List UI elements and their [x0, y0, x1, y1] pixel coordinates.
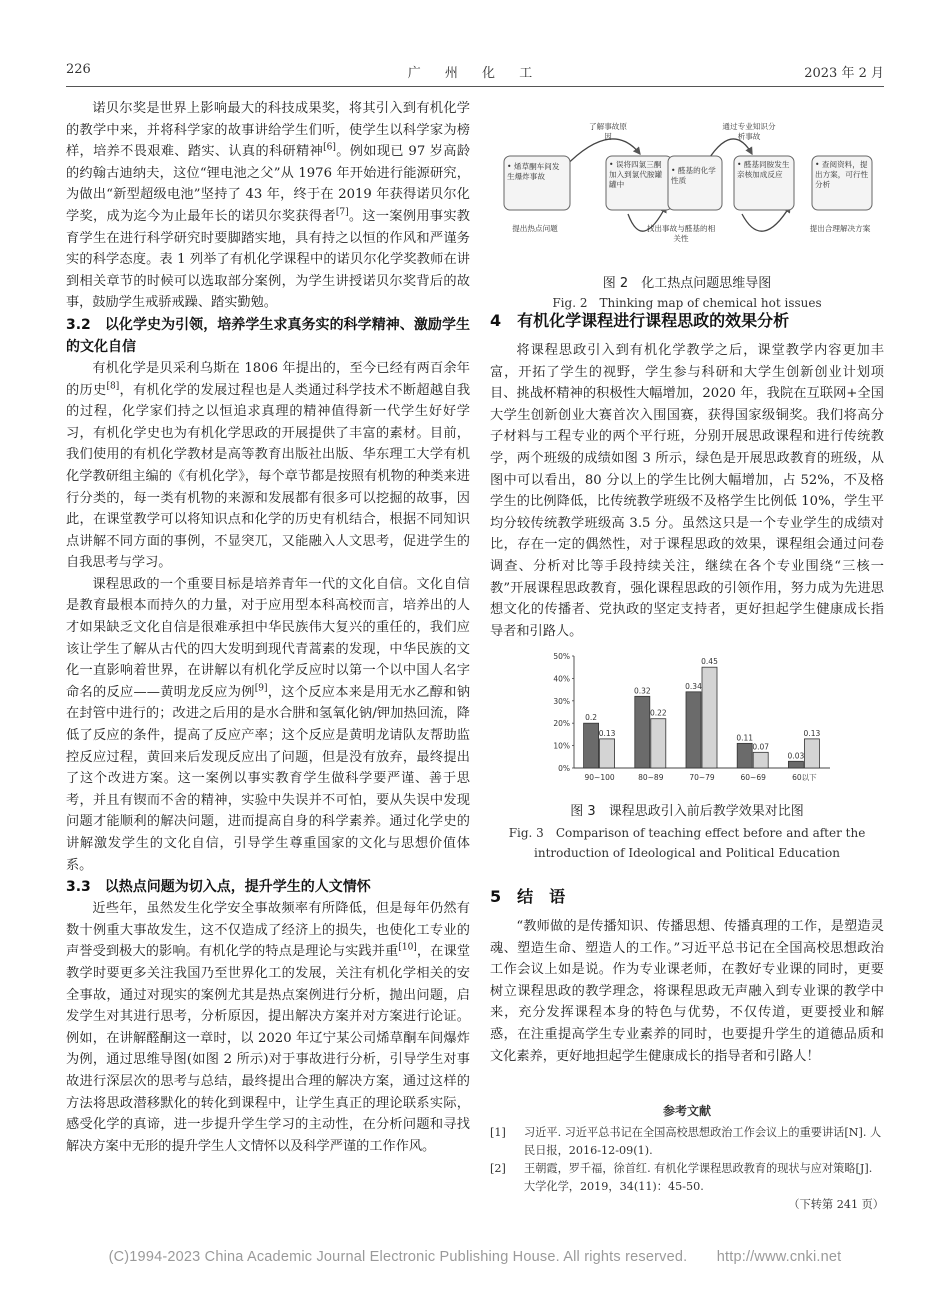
y-tick-label: 40%: [553, 674, 570, 684]
citation: [9]: [254, 683, 268, 694]
paragraph: 有机化学是贝采利乌斯在 1806 年提出的，至今已经有两百余年的历史[8]，有机化学的发展过程也是人类通过科学技术不断超越自我的过程，化学家们持之以恒追求真理的精神值得新一代学生好好学习，有机化学史也为有机化学思政的开展提供了丰富的素材。目前，我们使用的有机化学教材是高等教育出版社出版、华东理工大学有机化学教研组主编的《有机化学》，每个章节都是按照有机物的种类来进行分类的，每一类有机物的来源和发展都有很多可以挖掘的故事，因此，在课堂教学可以将知识点和化学的历史有机结合，根据不同知识点讲解不同方面的事例，不显突兀，又能融入人文思考，促进学生的自我思考与学习。: [66, 360, 471, 571]
section-5: [490, 884, 884, 1067]
figure-3-caption-en-2: introduction of Ideological and Political Education: [534, 846, 840, 860]
x-tick-label: 60~69: [740, 773, 766, 782]
paragraph: 课程思政的一个重要目标是培养青年一代的文化自信。文化自信是教育最根本而持久的力量，对于应用型本科高校而言，培养出的人才如果缺乏文化自信是很难承担中华民族伟大复兴的重任的，我们应该让学生了解从古代的四大发明到现代青蒿素的发现，中华民族的文化一直影响着世界，在讲解以有机化学反应时以第一个以中国人名字命名的反应——黄明龙反应为例[9]，这个反应本来是用无水乙醇和钠在封管中进行的；改进之后用的是水合肼和氢氧化钠/钾加热回流，降低了反应的条件，提高了反应产率；这个反应是黄明龙请队友帮助监控反应过程，黄回来后发现反应出了问题，但是没有放弃，最终提出了这个改进方案。这一案例以事实教育学生做科学要严谨、善于思考，并且有锲而不舍的精神，实验中失误并不可怕，要从失误中发现问题才能顺利的解决问题，进而提高自身的科学素养。通过化学史的讲解激发学生的文化自信，引导学生尊重国家的文化与思想价值体系。: [66, 576, 471, 873]
left-column: [66, 98, 470, 1157]
citation: [7]: [335, 207, 349, 218]
references-title: 参考文献: [662, 1104, 711, 1118]
map-label: 提出热点问题: [512, 224, 558, 233]
journal-title: 广 州 化 工: [407, 66, 543, 81]
data-label: 0.32: [633, 686, 651, 696]
bar-before: [737, 743, 752, 768]
bar-before: [584, 723, 599, 768]
copyright-footer: (C)1994-2023 China Academic Journal Electronic Publishing House. All rights reserved. http://www.cnki.net: [108, 1249, 842, 1265]
y-tick-label: 50%: [553, 652, 570, 661]
data-label: 0.34: [685, 681, 702, 691]
reference-item: [490, 1160, 884, 1196]
paragraph: “教师做的是传播知识、传播思想、传播真理的工作，是塑造灵魂、塑造生命、塑造人的工作。”习近平总书记在全国高校思想政治工作会议上如是说。作为专业课老师，在教好专业课的同时，更要树立课程思政的教学理念，将课程思政无声融入到专业课的教学中来，充分发挥课程本身的特色与优势，不仅传道，更要授业和解惑，在注重提高学生专业素养的同时，也要提升学生的道德品质和文化素养，更好地担起学生健康成长的指导者和引路人！: [490, 919, 884, 1064]
figure-2-caption-cn: 图 2 化工热点问题思维导图: [602, 276, 772, 291]
figure-2-caption: [490, 272, 884, 311]
map-box-text: • 误将四氯三酮加入到氯代胺罐罐中: [609, 160, 663, 189]
citation: [8]: [106, 381, 120, 392]
map-box-text: • 醛基的化学性质: [671, 166, 716, 185]
bar-before: [788, 761, 803, 768]
data-label: 0.45: [701, 657, 718, 667]
map-label: 找出事故与醛基的相关性: [646, 224, 716, 243]
section-heading-3-2: 3.2 以化学史为引领，培养学生求真务实的科学精神、激励学生的文化自信: [66, 316, 470, 355]
header-rule: [66, 86, 884, 87]
data-label: 0.03: [787, 751, 805, 761]
x-tick-label: 90~100: [584, 773, 615, 782]
bar-after: [753, 752, 768, 768]
bar-after: [600, 739, 615, 768]
map-box-text: • 醛基同胺发生亲核加成反应: [737, 160, 790, 179]
bar-after: [651, 719, 666, 768]
page-header: [66, 62, 884, 84]
x-tick-label: 80~89: [638, 773, 664, 782]
figure-3-chart: [540, 648, 840, 793]
citation: [6]: [323, 142, 336, 153]
figure-2-caption-en: Fig. 2 Thinking map of chemical hot issues: [552, 296, 822, 310]
y-tick-label: 20%: [553, 719, 570, 729]
data-label: 0.13: [598, 728, 616, 738]
data-label: 0.11: [736, 733, 754, 743]
map-label: 通过专业知识分析事故: [722, 122, 776, 141]
data-label: 0.22: [649, 708, 667, 718]
citation: [10]: [398, 942, 417, 953]
data-label: 0.2: [585, 713, 598, 723]
data-label: 0.07: [752, 742, 770, 752]
map-label: 提出合理解决方案: [809, 224, 871, 233]
bar-before: [635, 696, 650, 768]
section-heading-4: 4 有机化学课程进行课程思政的效果分析: [490, 311, 790, 330]
reference-number: [1]: [490, 1126, 506, 1139]
section-heading-5: 5 结 语: [490, 887, 566, 906]
section-heading-3-3: 3.3 以热点问题为切入点，提升学生的人文情怀: [66, 879, 371, 896]
map-box-text: • 查阅资料，提出方案，可行性分析: [815, 160, 869, 189]
paragraph: 近些年，虽然发生化学安全事故频率有所降低，但是每年仍然有数十例重大事故发生，这不仅造成了经济上的损失，也使化工专业的声誉受到极大的影响。有机化学的特点是理论与实践并重[10]，在课堂教学时要更多关注我国乃至世界化工的发展，关注有机化学相关的安全事故，通过对现实的案例尤其是热点案例进行分析，抛出问题，启发学生对其进行思考，分析原因，提出解决方案并对方案进行论证。例如，在讲解醛酮这一章时，以 2020 年辽宁某公司烯草酮车间爆炸为例，通过思维导图(如图 2 所示)对于事故进行分析，引导学生对事故进行深层次的思考与总结，最终提出合理的解决方案，通过这样的方法将思政潜移默化的转化到课程中，让学生真正的理论联系实际，感受化学的真谛，进一步提升学生学习的主动性，在分析问题和寻找解决方案中无形的提升学生人文情怀以及科学严谨的工作作风。: [66, 901, 471, 1154]
issue-date: 2023 年 2 月: [804, 66, 884, 81]
bar-before: [686, 692, 701, 768]
continued-note: （下转第 241 页）: [788, 1198, 884, 1211]
figure-2-thinking-map: [490, 96, 884, 296]
references: [490, 1102, 884, 1196]
reference-item: [490, 1124, 884, 1160]
bar-chart: [540, 648, 840, 793]
reference-text: 习近平. 习近平总书记在全国高校思想政治工作会议上的重要讲话[N]. 人民日报，2016-12-09(1).: [524, 1126, 882, 1157]
x-tick-label: 60以下: [792, 773, 817, 782]
paragraph: 将课程思政引入到有机化学教学之后，课堂教学内容更加丰富，开拓了学生的视野，学生参与科研和大学生创新创业计划项目、挑战杯精神的积极性大幅增加，2020 年，我院在互联网+全国大学生创新创业大赛首次入围国赛，获得国家级铜奖。我们将高分子材料与工程专业的两个平行班，分别开展思政课程和进行传统教学，两个班级的成绩如图 3 所示，绿色是开展思政教育的班级，从图中可以看出，80 分以上的学生比例大幅增加，占 52%，不及格学生的比例降低，比传统教学班级不及格学生比例低 10%，学生平均分较传统教学班级高 3.5 分。虽然这只是一个专业学生的成绩对比，存在一定的偶然性，对于课程思政的效果，课程组会通过问卷调查、分析对比等手段持续关注，继续在各个专业围绕“三核一教”开展课程思政教育，强化课程思政的引领作用，努力成为先进思想文化的传播者、党执政的坚定支持者，更好担起学生健康成长指导者和引路人。: [490, 343, 884, 639]
figure-3-caption-en-1: Fig. 3 Comparison of teaching effect before and after the: [508, 826, 866, 840]
y-tick-label: 10%: [553, 741, 570, 751]
y-tick-label: 0%: [558, 764, 570, 773]
figure-3-caption-cn: 图 3 课程思政引入前后教学效果对比图: [570, 804, 804, 819]
reference-text: 王朝霞，罗千福，徐首红. 有机化学课程思政教育的现状与应对策略[J]. 大学化学，2019，34(11)：45-50.: [524, 1162, 873, 1193]
y-tick-label: 30%: [553, 696, 570, 706]
thinking-map-diagram: [490, 96, 884, 296]
page-number: 226: [66, 62, 91, 77]
figure-3-caption: [490, 800, 884, 863]
x-tick-label: 70~79: [689, 773, 715, 782]
map-box-text: • 烯草酮车间发生爆炸事故: [507, 162, 560, 181]
map-label: 了解事故原因: [589, 122, 627, 141]
reference-number: [2]: [490, 1162, 506, 1175]
paragraph: 诺贝尔奖是世界上影响最大的科技成果奖，将其引入到有机化学的教学中来，并将科学家的故事讲给学生们听，使学生以科学家为榜样，培养不畏艰难、踏实、认真的科研精神[6]。例如现已 97 岁高龄的约翰古迪纳夫，这位“锂电池之父”从 1976 年开始进行能源研究，为做出“新型超级电池”坚持了 43 年，终于在 2019 年获得诺贝尔化学奖，成为迄今为止最年长的诺贝尔奖获得者[7]。这一案例用事实教育学生在进行科学研究时要脚踏实地，具有持之以恒的作风和严谨务实的科学态度。表 1 列举了有机化学课程中的诺贝尔化学奖教师在讲到相关章节的时候可以选取部分案例，为学生讲授诺贝尔奖背后的故事，鼓励学生戒骄戒躁、踏实勤勉。: [66, 101, 471, 311]
bar-after: [804, 739, 819, 768]
data-label: 0.13: [803, 728, 821, 738]
section-4: [490, 308, 884, 642]
bar-after: [702, 667, 717, 768]
